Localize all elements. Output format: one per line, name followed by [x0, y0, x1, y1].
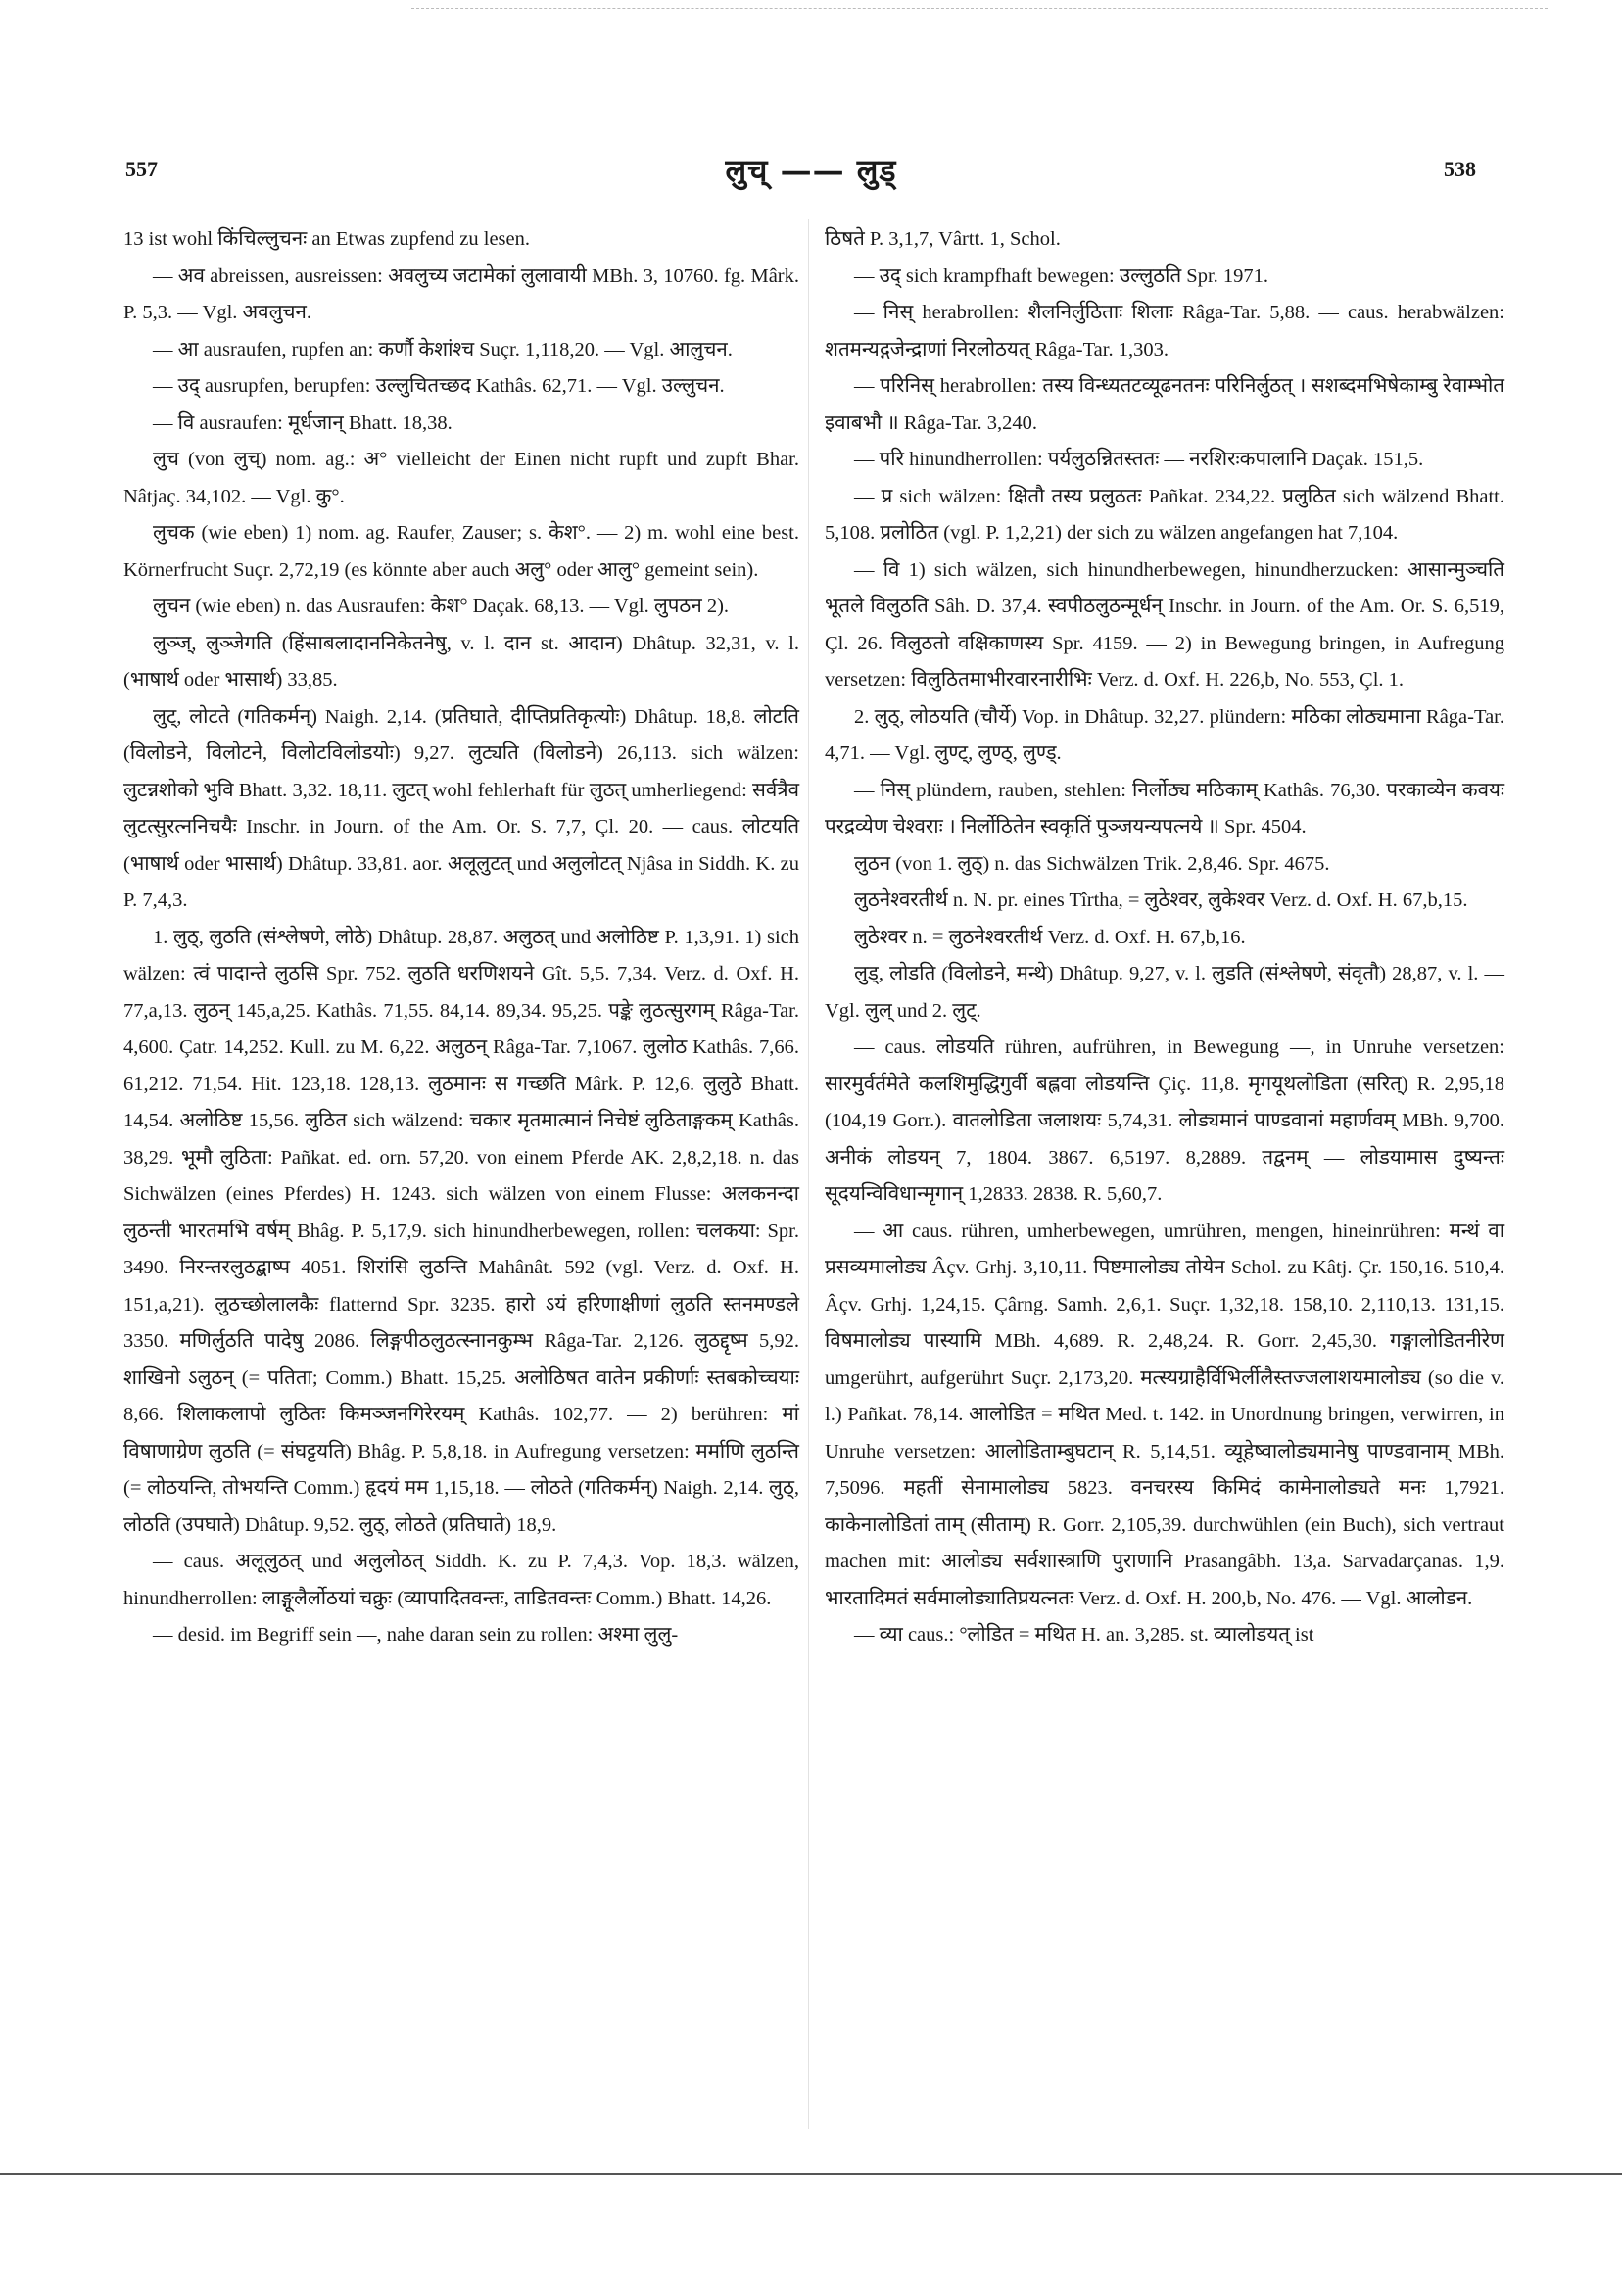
right-column — [825, 221, 1504, 1654]
paragraph: ठिषते P. 3,1,7, Vârtt. 1, Schol. — [825, 228, 1061, 250]
paragraph: — आ ausraufen, rupfen an: कर्णौ केशांश्च Suçr. 1,118,20. — Vgl. आलुचन. — [153, 338, 733, 360]
dictionary-entry: लुड्, लोडति (विलोडने, मन्थे) Dhâtup. 9,27, v. l. लुडति (संश्लेषणे, संवृतौ) 28,87, v. l. — Vgl. लुल् und 2. लुट्. — [825, 963, 1504, 1022]
bottom-rule — [0, 2173, 1622, 2175]
paragraph: — caus. लोडयति rühren, aufrühren, in Bewegung —, in Unruhe versetzen: सारमुर्वर्तमेते कलशिमुद्धिगुर्वी बह्लवा लोडयन्ति Çiç. 11,8. मृगयूथलोडिता (सरित्) R. 2,95,18 (104,19 Gorr.). वातलोडिता जलाशयः 5,74,31. लोड्यमानं पाण्डवानां महार्णवम् MBh. 9,700. अनीकं लोडयन् 7, 1804. 3867. 6,5197. 8,2889. तद्वनम् — लोडयामास दुष्यन्तः सूदयन्विविधान्मृगान् 1,2833. 2838. R. 5,60,7. — [825, 1036, 1504, 1205]
dictionary-entry: लुच (von लुच्) nom. ag.: अ° vielleicht der Einen nicht rupft und zupft Bhar. Nâtjaç. 34,102. — Vgl. कु°. — [123, 449, 799, 507]
dictionary-entry: लुठेश्वर n. = लुठनेश्वरतीर्थ Verz. d. Oxf. H. 67,b,16. — [854, 926, 1246, 948]
page-number-left: 557 — [125, 157, 158, 181]
dictionary-entry: 2. लुठ्, लोठयति (चौर्ये) Vop. in Dhâtup. 32,27. plündern: मठिका लोठ्यमाना Râga-Tar. 4,71. — Vgl. लुण्ट्, लुण्ठ्, लुण्ड्. — [825, 705, 1504, 764]
paragraph: — caus. अलूलुठत् und अलुलोठत् Siddh. K. zu P. 7,4,3. Vop. 18,3. wälzen, hinundherrollen: लाङ्गूलैर्लोठयां चक्रुः (व्यापादितवन्तः, ताडितवन्तः Comm.) Bhatt. 14,26. — [123, 1551, 799, 1609]
dictionary-entry: लुट्, लोटते (गतिकर्मन्) Naigh. 2,14. (प्रतिघाते, दीप्तिप्रतिकृत्योः) Dhâtup. 18,8. लोटति (विलोडने, विलोटने, विलोटविलोडयोः) 9,27. लुट्यति (विलोडने) 26,113. sich wälzen: लुटन्नशोको भुवि Bhatt. 3,32. 18,11. लुटत् wohl fehlerhaft für लुठत् umherliegend: सर्वत्रैव लुटत्सुरत्ननिचयैः Inschr. in Journ. of the Am. Or. S. 7,7, Çl. 20. — caus. लोटयति (भाषार्थ oder भासार्थ) Dhâtup. 33,81. aor. अलूलुटत् und अलुलोटत् Njâsa in Siddh. K. zu P. 7,4,3. — [123, 705, 799, 911]
paragraph: — desid. im Begriff sein —, nahe daran sein zu rollen: अश्मा लुलु- — [153, 1624, 679, 1646]
paragraph: — परिनिस् herabrollen: तस्य विन्ध्यतटव्यूढनतनः परिनिर्लुठत् । सशब्दमभिषेकाम्बु रेवाम्भोत इवाबभौ ॥ Râga-Tar. 3,240. — [825, 375, 1504, 434]
paragraph: — परि hinundherrollen: पर्यलुठन्नितस्ततः — नरशिरःकपालानि Daçak. 151,5. — [854, 449, 1424, 470]
paragraph: — उद् ausrupfen, berupfen: उल्लुचितच्छद Kathâs. 62,71. — Vgl. उल्लुचन. — [153, 375, 725, 397]
top-edge-rule — [411, 8, 1548, 9]
running-head: लुच् —— लुड् — [725, 152, 897, 189]
dictionary-entry: लुठनेश्वरतीर्थ n. N. pr. eines Tîrtha, = लुठेश्वर, लुकेश्वर Verz. d. Oxf. H. 67,b,15. — [854, 889, 1468, 911]
column-divider — [808, 219, 809, 2129]
dictionary-entry: लुठन (von 1. लुठ्) n. das Sichwälzen Trik. 2,8,46. Spr. 4675. — [854, 852, 1330, 875]
paragraph: — वि 1) sich wälzen, sich hinundherbewegen, hinundherzucken: आसान्मुञ्चति भूतले विलुठति Sâh. D. 37,4. स्वपीठलुठन्मूर्धन् Inschr. in Journ. of the Am. Or. S. 6,519, Çl. 26. विलुठतो वक्षिकाणस्य Spr. 4159. — 2) in Bewegung bringen, in Aufregung versetzen: विलुठितमाभीरवारनारीभिः Verz. d. Oxf. H. 226,b, No. 553, Çl. 1. — [825, 558, 1504, 691]
paragraph: — अव abreissen, ausreissen: अवलुच्य जटामेकां लुलावायी MBh. 3, 10760. fg. Mârk. P. 5,3. — Vgl. अवलुचन. — [123, 264, 799, 323]
dictionary-entry: लुचन (wie eben) n. das Ausraufen: केश° Daçak. 68,13. — Vgl. लुपठन 2). — [153, 596, 730, 617]
paragraph: — व्या caus.: °लोडित = मथित H. an. 3,285. st. व्यालोडयत् ist — [854, 1624, 1314, 1646]
dictionary-entry: 1. लुठ्, लुठति (संश्लेषणे, लोठे) Dhâtup. 28,87. अलुठत् und अलोठिष्ट P. 1,3,91. 1) sich wälzen: त्वं पादान्ते लुठसि Spr. 752. लुठति धरणिशयने Gît. 5,5. 7,34. Verz. d. Oxf. H. 77,a,13. लुठन् 145,a,25. Kathâs. 71,55. 84,14. 89,34. 95,25. पङ्के लुठत्सुरगम् Râga-Tar. 4,600. Çatr. 14,252. Kull. zu M. 6,22. अलुठन् Râga-Tar. 7,1067. लुलोठ Kathâs. 7,66. 61,212. 71,54. Hit. 123,18. 128,13. लुठमानः स गच्छति Mârk. P. 12,6. लुलुठे Bhatt. 14,54. अलोठिष्ट 15,56. लुठित sich wälzend: चकार मृतमात्मानं निचेष्टं लुठिताङ्गकम् Kathâs. 38,29. भूमौ लुठिता: Pañkat. ed. orn. 57,20. von einem Pferde AK. 2,8,2,18. n. das Sichwälzen (eines Pferdes) H. 1243. sich wälzen von einem Flusse: अलकनन्दा लुठन्ती भारतमभि वर्षम् Bhâg. P. 5,17,9. sich hinundherbewegen, rollen: चलकया: Spr. 3490. निरन्तरलुठद्बाष्प 4051. शिरांसि लुठन्ति Mahânât. 592 (vgl. Verz. d. Oxf. H. 151,a,21). लुठच्छोलालकैः flatternd Spr. 3235. हारो ऽयं हरिणाक्षीणां लुठति स्तनमण्डले 3350. मणिर्लुठति पादेषु 2086. लिङ्गपीठलुठत्स्नानकुम्भ Râga-Tar. 2,126. लुठद्दृष्म 5,92. शाखिनो ऽलुठन् (= पतिता; Comm.) Bhatt. 15,25. अलोठिषत वातेन प्रकीर्णाः स्तबकोच्चयाः 8,66. शिलाकलापो लुठितः किमञ्जनगिरेरयम् Kathâs. 102,77. — 2) berühren: मां विषाणाग्रेण लुठति (= संघट्टयति) Bhâg. P. 5,8,18. in Aufregung versetzen: मर्माणि लुठन्ति (= लोठयन्ति, तोभयन्ति Comm.) हृदयं मम 1,15,18. — लोठते (गतिकर्मन्) Naigh. 2,14. लुठ्, लोठति (उपघाते) Dhâtup. 9,52. लुठ्, लोठते (प्रतिघाते) 18,9. — [123, 926, 799, 1536]
page-number-right: 538 — [1444, 157, 1476, 181]
left-column — [123, 221, 799, 1654]
paragraph: — आ caus. rühren, umherbewegen, umrühren, mengen, hineinrühren: मन्थं वा प्रसव्यमालोड्य Âçv. Grhj. 3,10,11. पिष्टमालोड्य तोयेन Schol. zu Kâtj. Çr. 150,16. 510,4. Âçv. Grhj. 1,24,15. Çârng. Samh. 2,6,1. Suçr. 1,32,18. 158,10. 2,110,13. 131,15. विषमालोड्य पास्यामि MBh. 4,689. R. 2,48,24. R. Gorr. 2,45,30. गङ्गालोडितनीरेण umgerührt, aufgerührt Suçr. 2,173,20. मत्स्यग्राहैर्विभिर्लीलैस्तज्जलाशयमालोड्य (so die v. l.) Pañkat. 78,14. आलोडित = मथित Med. t. 142. in Unordnung bringen, verwirren, in Unruhe versetzen: आलोडिताम्बुघटान् R. 5,14,51. व्यूहेष्वालोड्यमानेषु पाण्डवानाम् MBh. 7,5096. महतीं सेनामालोड्य 5823. वनचरस्य किमिदं कामेनालोड्यते मनः 1,7921. काकेनालोडितां ताम् (सीताम्) R. Gorr. 2,105,39. durchwühlen (ein Buch), sich vertraut machen mit: आलोड्य सर्वशास्त्राणि पुराणानि Prasangâbh. 13,a. Sarvadarçanas. 1,9. भारतादिमतं सर्वमालोड्यातिप्रयत्नतः Verz. d. Oxf. H. 200,b, No. 476. — Vgl. आलोडन. — [825, 1220, 1504, 1609]
dictionary-entry: लुञ्ज्, लुञ्जेगति (हिंसाबलादाननिकेतनेषु, v. l. दान st. आदान) Dhâtup. 32,31, v. l. (भाषार्थ oder भासार्थ) 33,85. — [123, 632, 799, 691]
paragraph: — प्र sich wälzen: क्षितौ तस्य प्रलुठतः Pañkat. 234,22. प्रलुठित sich wälzend Bhatt. 5,108. प्रलोठित (vgl. P. 1,2,21) der sich zu wälzen angefangen hat 7,104. — [825, 485, 1504, 544]
paragraph: — वि ausraufen: मूर्धजान् Bhatt. 18,38. — [153, 411, 453, 434]
paragraph: — उद् sich krampfhaft bewegen: उल्लुठति Spr. 1971. — [854, 264, 1269, 287]
dictionary-entry: लुचक (wie eben) 1) nom. ag. Raufer, Zauser; s. केश°. — 2) m. wohl eine best. Körnerfrucht Suçr. 2,72,19 (es könnte aber auch अलु° oder आलु° gemeint sein). — [123, 522, 799, 581]
paragraph: 13 ist wohl किंचिल्लुचनः an Etwas zupfend zu lesen. — [123, 228, 530, 250]
paragraph: — निस् herabrollen: शैलनिर्लुठिताः शिलाः Râga-Tar. 5,88. — caus. herabwälzen: शतमन्यद्गजेन्द्राणां निरलोठयत् Râga-Tar. 1,303. — [825, 302, 1504, 360]
paragraph: — निस् plündern, rauben, stehlen: निर्लोठ्य मठिकाम् Kathâs. 76,30. परकाव्येन कवयः परद्रव्येण चेश्वराः । निर्लोठितेन स्वकृतिं पुञ्जयन्यपत्नये ॥ Spr. 4504. — [825, 779, 1504, 837]
